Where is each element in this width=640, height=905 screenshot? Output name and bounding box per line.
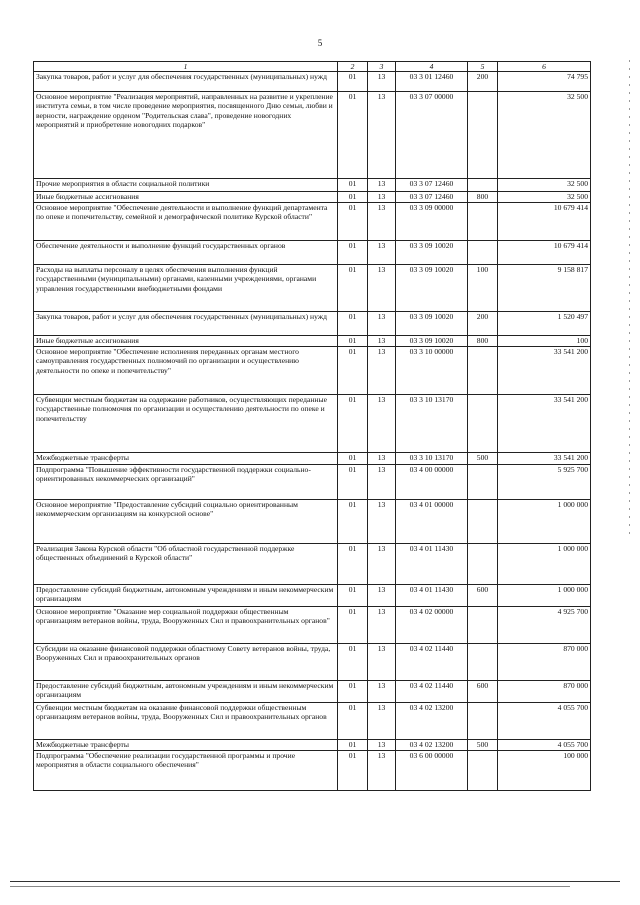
- expense-type-cell: [468, 644, 498, 681]
- scan-mark: [629, 340, 630, 342]
- target-article-cell: 03 4 02 11440: [396, 644, 468, 681]
- expense-type-cell: [468, 203, 498, 241]
- expense-type-cell: [468, 395, 498, 453]
- scan-mark: [629, 236, 630, 238]
- amount-cell: 33 541 200: [498, 453, 591, 465]
- target-article-cell: 03 4 01 11430: [396, 544, 468, 585]
- scan-mark: [629, 68, 630, 70]
- scan-mark: [629, 228, 630, 230]
- scan-mark: [629, 204, 630, 206]
- amount-cell: 100: [498, 336, 591, 347]
- section-code-cell: 01: [338, 265, 368, 312]
- scan-mark: [629, 60, 630, 62]
- scan-mark: [629, 196, 630, 198]
- target-article-cell: 03 4 01 00000: [396, 500, 468, 544]
- subsection-code-cell: 13: [368, 740, 396, 751]
- row-name-cell: Прочие мероприятия в области социальной политики: [34, 179, 338, 192]
- scan-mark: [629, 316, 630, 318]
- scan-mark: [629, 484, 630, 486]
- scan-mark: [629, 388, 630, 390]
- expense-type-cell: [468, 703, 498, 740]
- section-code-cell: 01: [338, 192, 368, 203]
- subsection-code-cell: 13: [368, 395, 396, 453]
- section-code-cell: 01: [338, 740, 368, 751]
- scan-mark: [629, 380, 630, 382]
- scan-edge-marks: [628, 60, 632, 860]
- table-row: [34, 395, 591, 453]
- row-name-cell: Основное мероприятие "Реализация мероприятий, направленных на развитие и укрепление института семьи, в том числе проведение мероприятия, посвященного Дню семьи, любви и верности, награждение орденом "Родительская слава", проведение новогодних мероприятий и приобретение новогодних подарков": [34, 92, 338, 179]
- expense-type-cell: [468, 465, 498, 500]
- amount-cell: 1 000 000: [498, 544, 591, 585]
- column-header: 6: [498, 62, 591, 72]
- bottom-rule-secondary: [10, 886, 570, 887]
- row-name-cell: Иные бюджетные ассигнования: [34, 192, 338, 203]
- section-code-cell: 01: [338, 585, 368, 607]
- scan-mark: [629, 532, 630, 534]
- section-code-cell: 01: [338, 312, 368, 336]
- scan-mark: [629, 508, 630, 510]
- amount-cell: 32 500: [498, 179, 591, 192]
- amount-cell: 4 055 700: [498, 703, 591, 740]
- expense-type-cell: [468, 179, 498, 192]
- subsection-code-cell: 13: [368, 607, 396, 644]
- amount-cell: 33 541 200: [498, 395, 591, 453]
- target-article-cell: 03 3 10 13170: [396, 453, 468, 465]
- target-article-cell: 03 3 09 10020: [396, 241, 468, 265]
- amount-cell: 870 000: [498, 644, 591, 681]
- subsection-code-cell: 13: [368, 347, 396, 395]
- row-name-cell: Предоставление субсидий бюджетным, автономным учреждениям и иным некоммерческим организациям: [34, 585, 338, 607]
- subsection-code-cell: 13: [368, 500, 396, 544]
- scan-mark: [629, 332, 630, 334]
- row-name-cell: Иные бюджетные ассигнования: [34, 336, 338, 347]
- scan-mark: [629, 412, 630, 414]
- column-header: 3: [368, 62, 396, 72]
- subsection-code-cell: 13: [368, 644, 396, 681]
- row-name-cell: Предоставление субсидий бюджетным, автономным учреждениям и иным некоммерческим организациям: [34, 681, 338, 703]
- row-name-cell: Расходы на выплаты персоналу в целях обеспечения выполнения функций государственными (муниципальными) органами, казенными учреждениями, органами управления государственными внебюджетными фондами: [34, 265, 338, 312]
- expense-type-cell: [468, 347, 498, 395]
- budget-table: [33, 61, 591, 791]
- row-name-cell: Закупка товаров, работ и услуг для обеспечения государственных (муниципальных) нужд: [34, 72, 338, 92]
- subsection-code-cell: 13: [368, 72, 396, 92]
- section-code-cell: 01: [338, 607, 368, 644]
- scan-mark: [629, 260, 630, 262]
- target-article-cell: 03 4 02 00000: [396, 607, 468, 644]
- subsection-code-cell: 13: [368, 192, 396, 203]
- expense-type-cell: 800: [468, 192, 498, 203]
- section-code-cell: 01: [338, 179, 368, 192]
- scan-mark: [629, 404, 630, 406]
- row-name-cell: Подпрограмма "Обеспечение реализации государственной программы и прочие мероприятия в области социального обеспечения": [34, 751, 338, 791]
- subsection-code-cell: 13: [368, 203, 396, 241]
- amount-cell: 32 500: [498, 92, 591, 179]
- subsection-code-cell: 13: [368, 703, 396, 740]
- target-article-cell: 03 3 09 00000: [396, 203, 468, 241]
- section-code-cell: 01: [338, 347, 368, 395]
- section-code-cell: 01: [338, 465, 368, 500]
- table-row: [34, 192, 591, 203]
- expense-type-cell: [468, 607, 498, 644]
- expense-type-cell: 500: [468, 453, 498, 465]
- scan-mark: [629, 220, 630, 222]
- scan-mark: [629, 308, 630, 310]
- expense-type-cell: [468, 500, 498, 544]
- target-article-cell: 03 3 07 12460: [396, 192, 468, 203]
- subsection-code-cell: 13: [368, 336, 396, 347]
- scan-mark: [629, 276, 630, 278]
- scan-mark: [629, 436, 630, 438]
- scan-mark: [629, 180, 630, 182]
- target-article-cell: 03 4 02 11440: [396, 681, 468, 703]
- row-name-cell: Закупка товаров, работ и услуг для обеспечения государственных (муниципальных) нужд: [34, 312, 338, 336]
- target-article-cell: 03 3 09 10020: [396, 336, 468, 347]
- scan-mark: [629, 252, 630, 254]
- row-name-cell: Основное мероприятие "Оказание мер социальной поддержки общественным организациям ветеранов войны, труда, Вооруженных Сил и правоохранительных органов": [34, 607, 338, 644]
- section-code-cell: 01: [338, 751, 368, 791]
- table-row: [34, 336, 591, 347]
- target-article-cell: 03 3 07 00000: [396, 92, 468, 179]
- row-name-cell: Обеспечение деятельности и выполнение функций государственных органов: [34, 241, 338, 265]
- expense-type-cell: [468, 751, 498, 791]
- table-row: [34, 179, 591, 192]
- table-row: [34, 740, 591, 751]
- subsection-code-cell: 13: [368, 92, 396, 179]
- amount-cell: 74 795: [498, 72, 591, 92]
- page-number: 5: [317, 38, 323, 48]
- target-article-cell: 03 4 02 13200: [396, 740, 468, 751]
- amount-cell: 10 679 414: [498, 241, 591, 265]
- expense-type-cell: 200: [468, 72, 498, 92]
- amount-cell: 4 925 700: [498, 607, 591, 644]
- target-article-cell: 03 3 10 00000: [396, 347, 468, 395]
- scan-mark: [629, 100, 630, 102]
- amount-cell: 1 000 000: [498, 500, 591, 544]
- table-row: [34, 544, 591, 585]
- expense-type-cell: 500: [468, 740, 498, 751]
- scan-mark: [629, 84, 630, 86]
- expense-type-cell: 200: [468, 312, 498, 336]
- column-header: 1: [34, 62, 338, 72]
- table-row: [34, 500, 591, 544]
- expense-type-cell: 100: [468, 265, 498, 312]
- target-article-cell: 03 3 09 10020: [396, 312, 468, 336]
- amount-cell: 33 541 200: [498, 347, 591, 395]
- table-row: [34, 607, 591, 644]
- scan-mark: [629, 124, 630, 126]
- subsection-code-cell: 13: [368, 312, 396, 336]
- amount-cell: 4 055 700: [498, 740, 591, 751]
- table-header-row: [34, 62, 591, 72]
- scan-mark: [629, 212, 630, 214]
- expense-type-cell: 600: [468, 585, 498, 607]
- amount-cell: 870 000: [498, 681, 591, 703]
- target-article-cell: 03 3 10 13170: [396, 395, 468, 453]
- table-row: [34, 453, 591, 465]
- scan-mark: [629, 284, 630, 286]
- target-article-cell: 03 3 09 10020: [396, 265, 468, 312]
- scan-mark: [629, 244, 630, 246]
- section-code-cell: 01: [338, 453, 368, 465]
- subsection-code-cell: 13: [368, 465, 396, 500]
- scan-mark: [629, 148, 630, 150]
- scan-mark: [629, 396, 630, 398]
- scan-mark: [629, 268, 630, 270]
- scan-mark: [629, 300, 630, 302]
- expense-type-cell: [468, 544, 498, 585]
- row-name-cell: Реализация Закона Курской области "Об областной государственной поддержке общественных объединений в Курской области": [34, 544, 338, 585]
- scan-mark: [629, 500, 630, 502]
- scan-mark: [629, 324, 630, 326]
- scan-mark: [629, 428, 630, 430]
- amount-cell: 5 925 700: [498, 465, 591, 500]
- scan-mark: [629, 476, 630, 478]
- section-code-cell: 01: [338, 703, 368, 740]
- scan-mark: [629, 460, 630, 462]
- row-name-cell: Субвенции местным бюджетам на содержание работников, осуществляющих переданные государственные полномочия по организации и осуществлению деятельности по опеке и попечительству: [34, 395, 338, 453]
- section-code-cell: 01: [338, 92, 368, 179]
- table-row: [34, 241, 591, 265]
- scan-mark: [629, 172, 630, 174]
- scan-mark: [629, 348, 630, 350]
- scan-mark: [629, 420, 630, 422]
- scan-mark: [629, 452, 630, 454]
- column-header: 2: [338, 62, 368, 72]
- bottom-rule: [10, 881, 620, 882]
- table-row: [34, 92, 591, 179]
- section-code-cell: 01: [338, 336, 368, 347]
- target-article-cell: 03 6 00 00000: [396, 751, 468, 791]
- amount-cell: 32 500: [498, 192, 591, 203]
- amount-cell: 1 520 497: [498, 312, 591, 336]
- scan-mark: [629, 188, 630, 190]
- amount-cell: 10 679 414: [498, 203, 591, 241]
- table-row: [34, 72, 591, 92]
- row-name-cell: Основное мероприятие "Предоставление субсидий социально ориентированным некоммерческим организациям на конкурсной основе": [34, 500, 338, 544]
- table-row: [34, 265, 591, 312]
- section-code-cell: 01: [338, 544, 368, 585]
- target-article-cell: 03 4 01 11430: [396, 585, 468, 607]
- table-row: [34, 751, 591, 791]
- section-code-cell: 01: [338, 241, 368, 265]
- table-row: [34, 644, 591, 681]
- row-name-cell: Основное мероприятие "Обеспечение деятельности и выполнение функций департамента по опеке и попечительству, семейной и демографической политике Курской области": [34, 203, 338, 241]
- subsection-code-cell: 13: [368, 544, 396, 585]
- subsection-code-cell: 13: [368, 265, 396, 312]
- row-name-cell: Основное мероприятие "Обеспечение исполнения переданных органам местного самоуправления государственных полномочий по организации и осуществлению деятельности по опеке и попечительству": [34, 347, 338, 395]
- expense-type-cell: [468, 92, 498, 179]
- scan-mark: [629, 364, 630, 366]
- section-code-cell: 01: [338, 681, 368, 703]
- target-article-cell: 03 3 01 12460: [396, 72, 468, 92]
- target-article-cell: 03 4 02 13200: [396, 703, 468, 740]
- scan-mark: [629, 444, 630, 446]
- expense-type-cell: [468, 241, 498, 265]
- scan-mark: [629, 468, 630, 470]
- table-row: [34, 703, 591, 740]
- table-row: [34, 347, 591, 395]
- section-code-cell: 01: [338, 500, 368, 544]
- expense-type-cell: 800: [468, 336, 498, 347]
- scan-mark: [629, 524, 630, 526]
- column-header: 5: [468, 62, 498, 72]
- table-row: [34, 203, 591, 241]
- scan-mark: [629, 76, 630, 78]
- table-row: [34, 465, 591, 500]
- subsection-code-cell: 13: [368, 681, 396, 703]
- target-article-cell: 03 3 07 12460: [396, 179, 468, 192]
- table-body: [34, 72, 591, 791]
- scan-mark: [629, 356, 630, 358]
- amount-cell: 100 000: [498, 751, 591, 791]
- target-article-cell: 03 4 00 00000: [396, 465, 468, 500]
- amount-cell: 9 158 817: [498, 265, 591, 312]
- table-row: [34, 312, 591, 336]
- scan-mark: [629, 132, 630, 134]
- scan-mark: [629, 156, 630, 158]
- row-name-cell: Подпрограмма "Повышение эффективности государственной поддержки социально-ориентированных некоммерческих организаций": [34, 465, 338, 500]
- section-code-cell: 01: [338, 395, 368, 453]
- subsection-code-cell: 13: [368, 453, 396, 465]
- section-code-cell: 01: [338, 644, 368, 681]
- subsection-code-cell: 13: [368, 241, 396, 265]
- row-name-cell: Субсидии на оказание финансовой поддержки областному Совету ветеранов войны, труда, Вооруженных Сил и правоохранительных органов: [34, 644, 338, 681]
- amount-cell: 1 000 000: [498, 585, 591, 607]
- expense-type-cell: 600: [468, 681, 498, 703]
- row-name-cell: Межбюджетные трансферты: [34, 740, 338, 751]
- subsection-code-cell: 13: [368, 179, 396, 192]
- scan-mark: [629, 372, 630, 374]
- scan-mark: [629, 164, 630, 166]
- subsection-code-cell: 13: [368, 585, 396, 607]
- scan-mark: [629, 92, 630, 94]
- scan-mark: [629, 140, 630, 142]
- subsection-code-cell: 13: [368, 751, 396, 791]
- row-name-cell: Субвенции местным бюджетам на оказание финансовой поддержки общественным организациям ветеранов войны, труда, Вооруженных Сил и правоохранительных органов: [34, 703, 338, 740]
- table-row: [34, 681, 591, 703]
- table-row: [34, 585, 591, 607]
- scan-mark: [629, 292, 630, 294]
- scan-mark: [629, 108, 630, 110]
- scan-mark: [629, 516, 630, 518]
- scan-mark: [629, 116, 630, 118]
- section-code-cell: 01: [338, 72, 368, 92]
- section-code-cell: 01: [338, 203, 368, 241]
- row-name-cell: Межбюджетные трансферты: [34, 453, 338, 465]
- scan-mark: [629, 492, 630, 494]
- column-header: 4: [396, 62, 468, 72]
